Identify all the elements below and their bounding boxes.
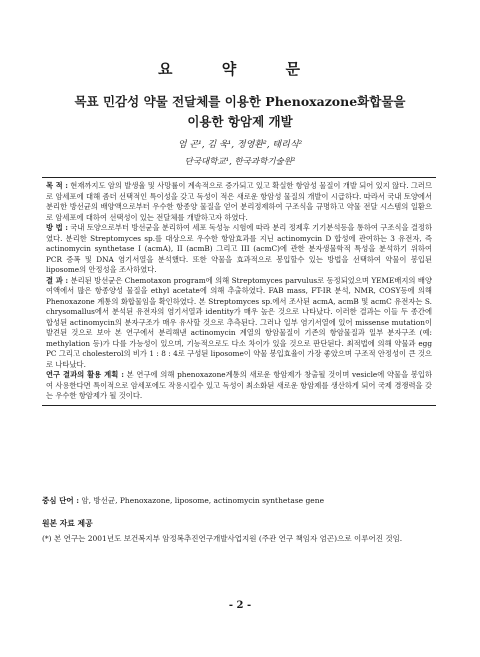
keywords-text: 암, 방선균, Phenoxazone, liposome, actinomycin synthetase gene: [81, 496, 325, 505]
author-list: 엄 곤¹, 김 욱¹, 정영환², 태리식²: [177, 140, 303, 150]
abstract-result: [46, 276, 432, 371]
page-number: - 2 -: [228, 600, 252, 611]
affiliation-list: 단국대학교¹, 한국과학기술원²: [184, 157, 296, 167]
support-note: (*) 본 연구는 2001년도 보건복지부 암정복추진연구개발사업지원 (주관 연구 책임자 엄곤)으로 이루어진 것임.: [42, 534, 403, 543]
paper-title: [40, 92, 440, 132]
paper-title-line-1: 목표 민감성 약물 전달체를 이용한 Phenoxazone화합물을: [74, 94, 406, 109]
abstract-method: [46, 223, 432, 276]
abstract-application: [46, 370, 432, 402]
result-label: 결 과 :: [46, 275, 69, 285]
support-heading: 원본 자료 제공: [42, 519, 93, 528]
abstract-purpose: [46, 181, 432, 223]
purpose-label: 목 적 :: [46, 181, 68, 190]
keywords: [42, 495, 438, 506]
application-label: 연구 결과의 활용 계획 :: [46, 370, 124, 379]
application-text: 본 연구에 의해 phenoxazone계통의 새로운 항암제가 창출될 것이며 vesicle에 약물을 봉입하여 사용한다면 특이적으로 암세포에도 작용시킬수 있고 독성이 최소화된 새로운 항암제를 생산하게 되어 국제 경쟁력을 갖는 우수한 항암제가 될 것이다.: [46, 370, 433, 400]
abstract-box: [42, 177, 436, 406]
paper-title-line-2: 이용한 항암제 개발: [187, 114, 293, 129]
method-text: 국내 토양으로부터 방선균을 분리하여 세포 독성능 시험에 따라 분리 정제후 기기분석등을 통하여 구조식을 결정하였다. 분리한 Streptomyces sp.를 대상으로 우수한 항암효과를 지닌 actinomycin D 합성에 관여하는 3 유전자, 즉 actinomycin synthetase I (acmA), II (acmB) 그리고 III (acmC)에 관한 분자생물학적 특성을 분석하기 위하여 PCR 증폭 및 DNA 염기서열을 분석했다. 또한 약물을 효과적으로 봉입할수 있는 방법을 선택하여 약물이 봉입된 liposome의 안정성을 조사하였다.: [46, 223, 432, 274]
abstract-heading: 요 약 문: [158, 60, 322, 78]
method-label: 방 법 :: [46, 223, 68, 232]
keywords-label: 중심 단어 :: [42, 496, 79, 505]
purpose-text: 현재까지도 암의 발생율 및 사망률이 계속적으로 증가되고 있고 확실한 항암성 물질이 개발 되어 있지 않다. 그러므로 암세포에 대해 좀더 선택적인 특이성을 갖고 독성이 적은 새로운 항암성 물질의 개발이 시급하다. 따라서 국내 토양에서 분리한 방선균의 배양액으로부터 우수한 항종양 물질을 얻어 분리정제하여 구조식을 규명하고 약물 전달 시스템의 일환으로 암세포에 대하여 선택성이 있는 전달체를 개발하고자 하였다.: [46, 181, 432, 222]
result-text: 분리된 방선균은 Chemotaxon program에 의해 Streptomyces parvulus로 동정되었으며 YEME배지의 배양여액에서 많은 항종양성 물질을 ethyl acetate에 의해 추출하였다. FAB mass, FT-IR 분석, NMR, COSY등에 의해 Phenoxazone 계통의 화합물임을 확인하였다. 본 Streptomyces sp.에서 조사된 acmA, acmB 및 acmC 유전자는 S. chrysomallus에서 분석된 유전자의 염기서열과 identity가 매우 높은 것으로 나타났다. 이러한 결과는 이들 두 종간에 합성된 actinomycin의 분자구조가 매우 유사할 것으로 추측된다. 그러나 일부 염기서열에 있어 missense mutation이 발견된 것으로 보아 본 연구에서 분리해낸 actinomycin 계열의 항암물질이 기존의 항암물질과 일부 분자구조 (예: methylation 등)가 다를 가능성이 있으며, 기능적으로도 다소 차이가 있을 것으로 판단된다. 최적법에 의해 약물과 egg PC 그리고 cholesterol의 비가 1 : 8 : 4로 구성된 liposome이 약물 봉입효율이 가장 좋았으며 구조적 안정성이 큰 것으로 나타났다.: [46, 275, 432, 369]
